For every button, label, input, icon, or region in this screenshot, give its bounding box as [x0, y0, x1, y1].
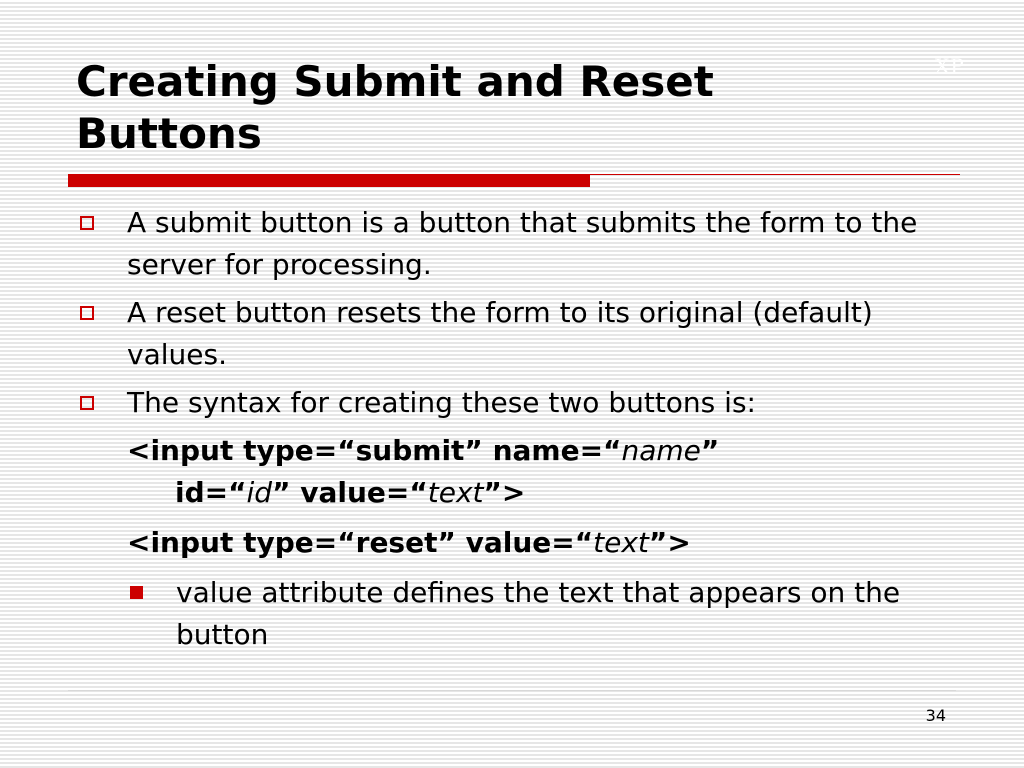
sub-bullet-item: [76, 572, 956, 656]
bullet-item: [76, 382, 956, 424]
code-fragment: <input type=“submit” name=“: [127, 434, 622, 467]
slide-title: [76, 56, 836, 160]
slide-content: [76, 202, 956, 656]
code-placeholder-text: text: [427, 476, 484, 509]
code-fragment: ”>: [648, 526, 691, 559]
hollow-square-bullet-icon: [80, 396, 94, 410]
submit-syntax-continuation: [127, 472, 956, 514]
hollow-square-bullet-icon: [80, 216, 94, 230]
bullet-text: A reset button resets the form to its original (default) values.: [127, 296, 873, 371]
slide-title-line-2: Buttons: [76, 109, 262, 158]
reset-syntax-code: [76, 522, 956, 564]
sub-bullet-text: value attribute defines the text that appears on the button: [176, 576, 901, 651]
hollow-square-bullet-icon: [80, 306, 94, 320]
bullet-text: The syntax for creating these two buttons is:: [127, 386, 756, 419]
code-fragment: ” value=“: [272, 476, 428, 509]
title-divider-thick: [68, 175, 590, 187]
submit-syntax-code: [76, 430, 956, 514]
code-placeholder-name: name: [621, 434, 701, 467]
bullet-item: [76, 292, 956, 376]
xp-logo: XP: [935, 54, 965, 78]
code-fragment: <input type=“reset” value=“: [127, 526, 594, 559]
code-fragment: id=“: [175, 476, 247, 509]
page-number: 34: [925, 706, 946, 725]
bullet-item: [76, 202, 956, 286]
slide-title-line-1: Creating Submit and Reset: [76, 57, 714, 106]
footer-divider: [68, 690, 956, 691]
code-placeholder-text: text: [593, 526, 649, 559]
code-placeholder-id: id: [246, 476, 273, 509]
bullet-text: A submit button is a button that submits the form to the server for processing.: [127, 206, 918, 281]
filled-square-bullet-icon: [130, 586, 143, 599]
code-fragment: ”: [700, 434, 720, 467]
code-fragment: ”>: [483, 476, 526, 509]
